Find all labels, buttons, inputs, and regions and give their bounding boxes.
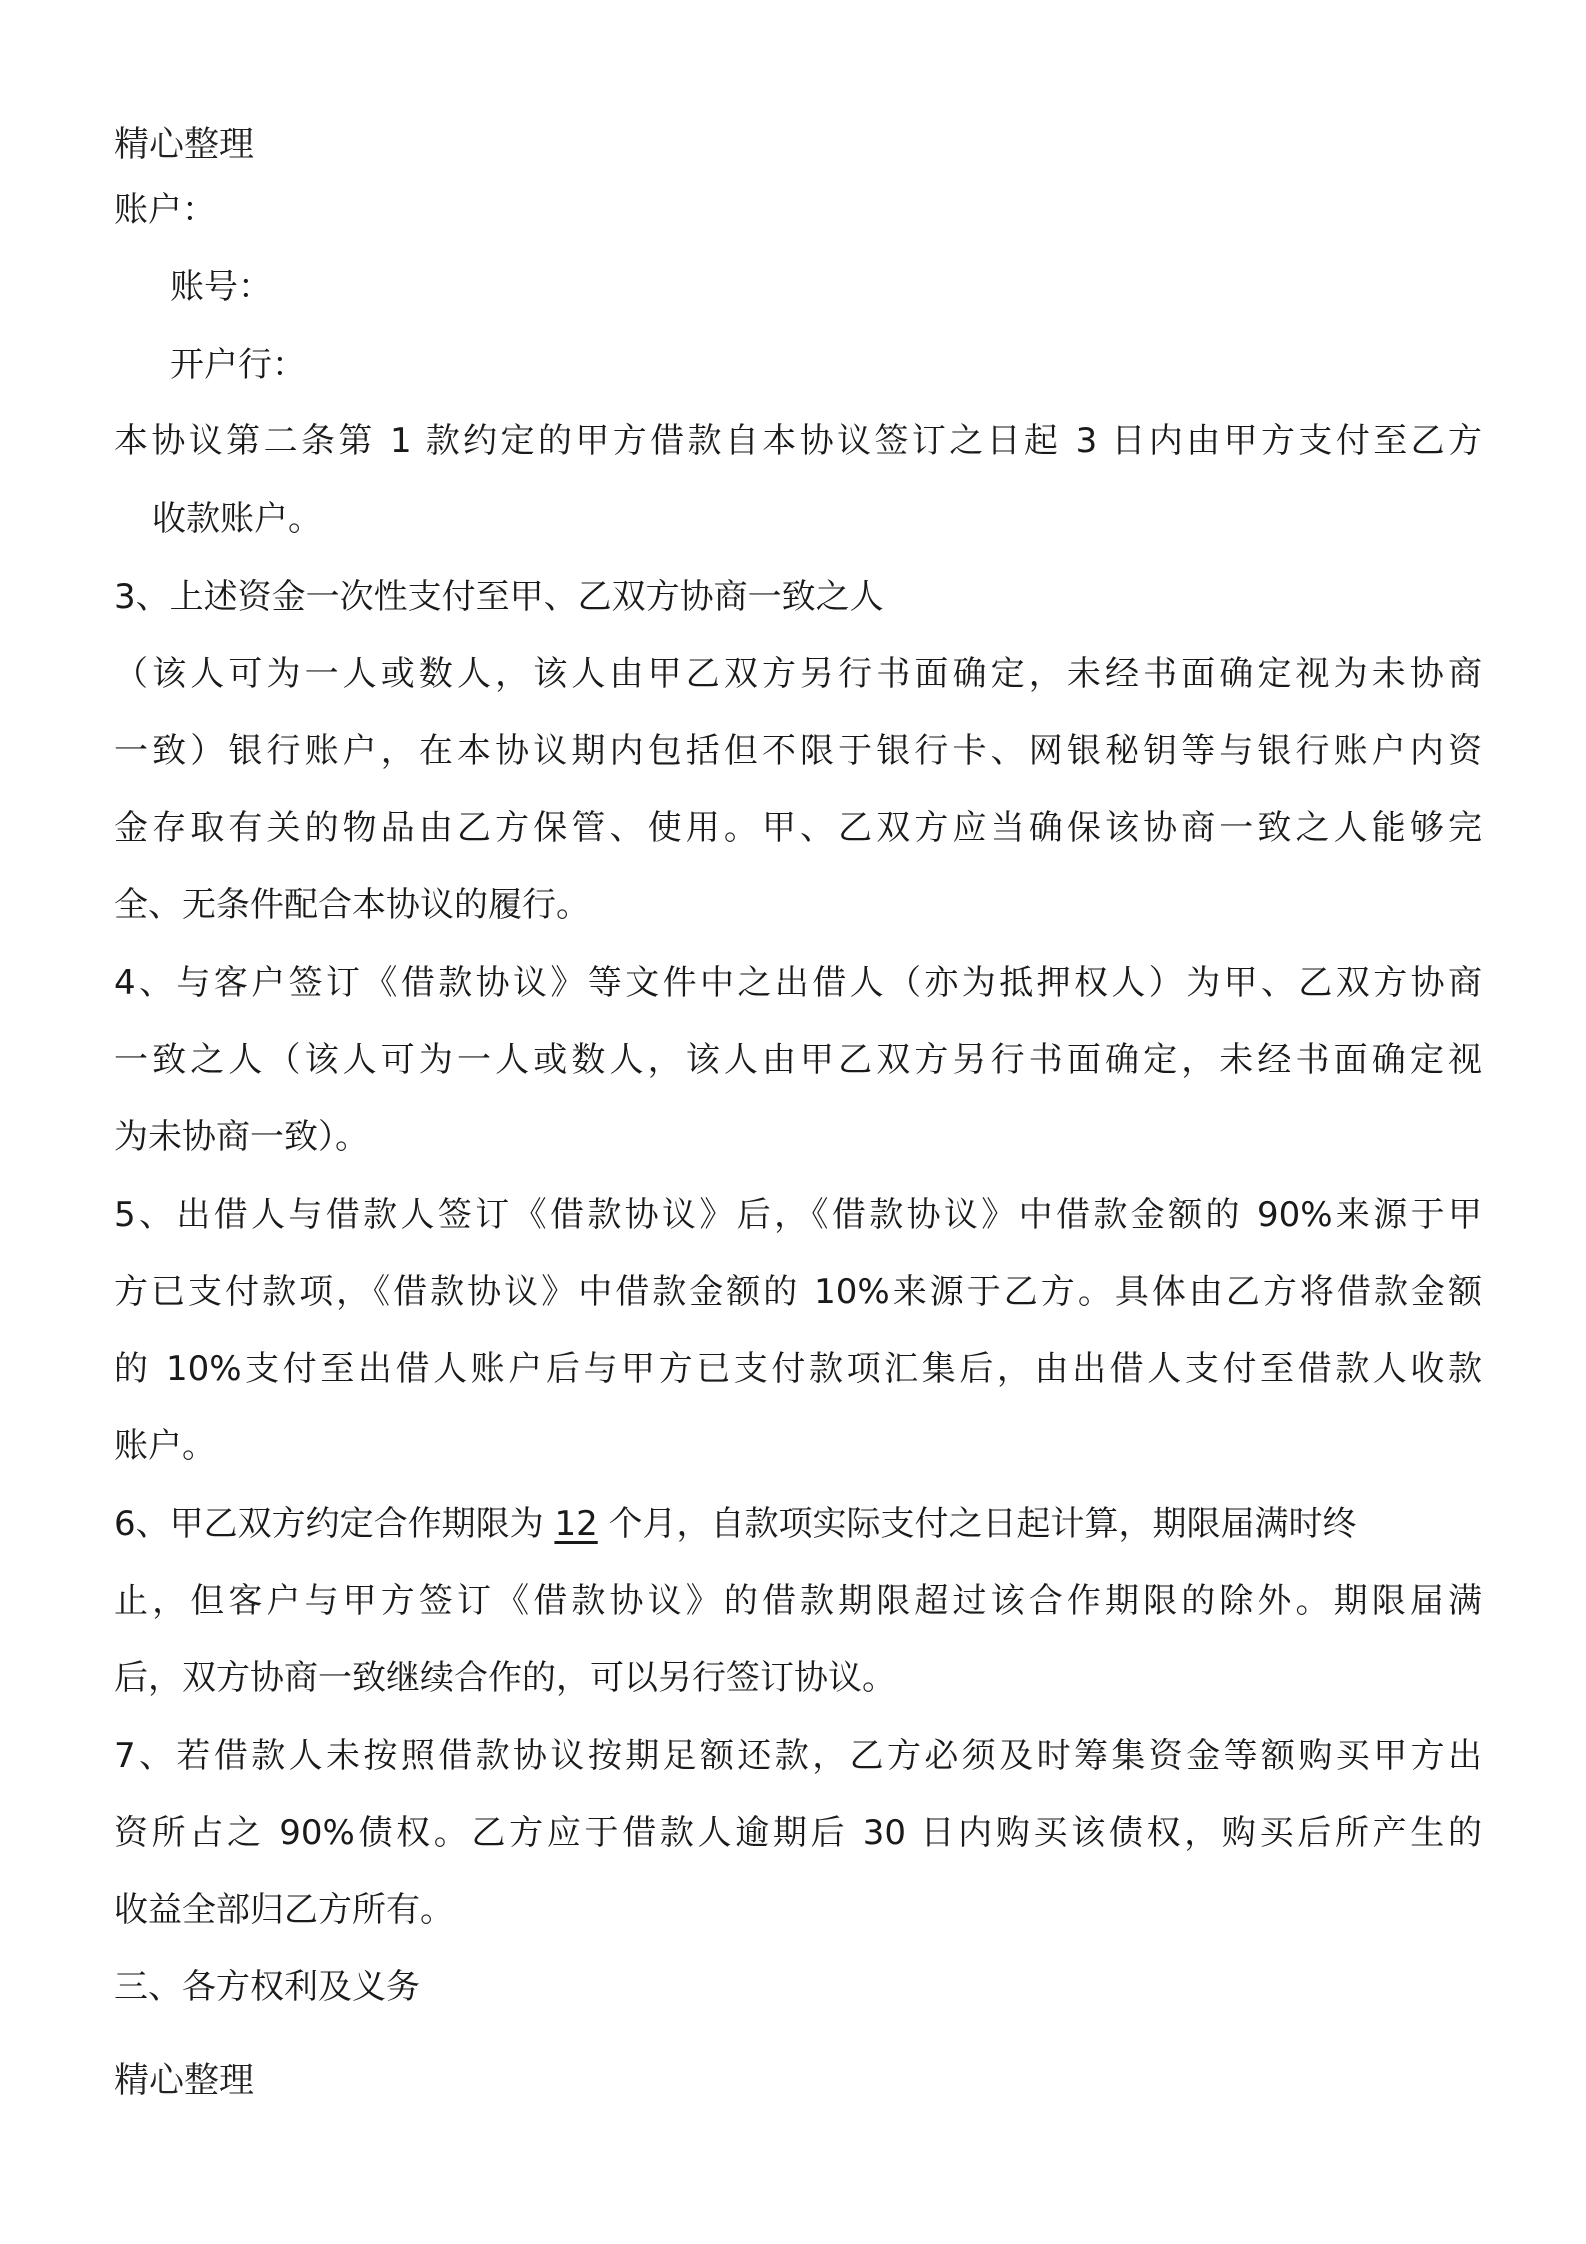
clause-6-text-pre: 6、甲乙双方约定合作期限为 [114,1504,555,1544]
clause-3-line: 3、上述资金一次性支付至甲、乙双方协商一致之人 [114,577,884,617]
section-3-heading: 三、各方权利及义务 [114,1967,420,2007]
clause-6-line: 止，但客户与甲方签订《借款协议》的借款期限超过该合作期限的除外。期限届满 [114,1581,1482,1621]
clause-7-line: 收益全部归乙方所有。 [114,1890,454,1930]
clause-5-line: 方已支付款项，《借款协议》中借款金额的 10%来源于乙方。具体由乙方将借款金额 [114,1272,1482,1312]
clause-5-line: 5、出借人与借款人签订《借款协议》后，《借款协议》中借款金额的 90%来源于甲 [114,1195,1482,1235]
clause-3-line: 一致）银行账户，在本协议期内包括但不限于银行卡、网银秘钥等与银行账户内资 [114,731,1482,771]
clause-5-line: 的 10%支付至出借人账户后与甲方已支付款项汇集后，由出借人支付至借款人收款 [114,1349,1482,1389]
clause-4-line: 一致之人（该人可为一人或数人，该人由甲乙双方另行书面确定，未经书面确定视 [114,1040,1482,1080]
clause-4-line: 4、与客户签订《借款协议》等文件中之出借人（亦为抵押权人）为甲、乙双方协商 [114,963,1482,1003]
clause-4-line: 为未协商一致）。 [114,1117,369,1157]
clause-3-line: （该人可为一人或数人，该人由甲乙双方另行书面确定，未经书面确定视为未协商 [114,654,1482,694]
account-number-label: 账号： [170,267,272,307]
clause-7-line: 资所占之 90%债权。乙方应于借款人逾期后 30 日内购买该债权，购买后所产生的 [114,1813,1482,1853]
term-months-value: 12 [554,1504,598,1544]
clause-3-line: 全、无条件配合本协议的履行。 [114,885,590,925]
bank-label: 开户行： [170,345,306,385]
clause-7-line: 7、若借款人未按照借款协议按期足额还款，乙方必须及时筹集资金等额购买甲方出 [114,1736,1482,1776]
footer-note: 精心整理 [114,2061,255,2101]
header-note: 精心整理 [114,125,255,165]
clause-6-line [114,1504,1482,1544]
account-label: 账户： [114,190,216,230]
clause-6-line: 后，双方协商一致继续合作的，可以另行签订协议。 [114,1658,896,1698]
clause-5-line: 账户。 [114,1426,216,1466]
clause-6-text-post: 个月，自款项实际支付之日起计算，期限届满时终 [597,1504,1357,1544]
payment-clause-line: 收款账户。 [152,499,322,539]
clause-3-line: 金存取有关的物品由乙方保管、使用。甲、乙双方应当确保该协商一致之人能够完 [114,808,1482,848]
payment-clause-line: 本协议第二条第 1 款约定的甲方借款自本协议签订之日起 3 日内由甲方支付至乙方 [114,421,1482,461]
